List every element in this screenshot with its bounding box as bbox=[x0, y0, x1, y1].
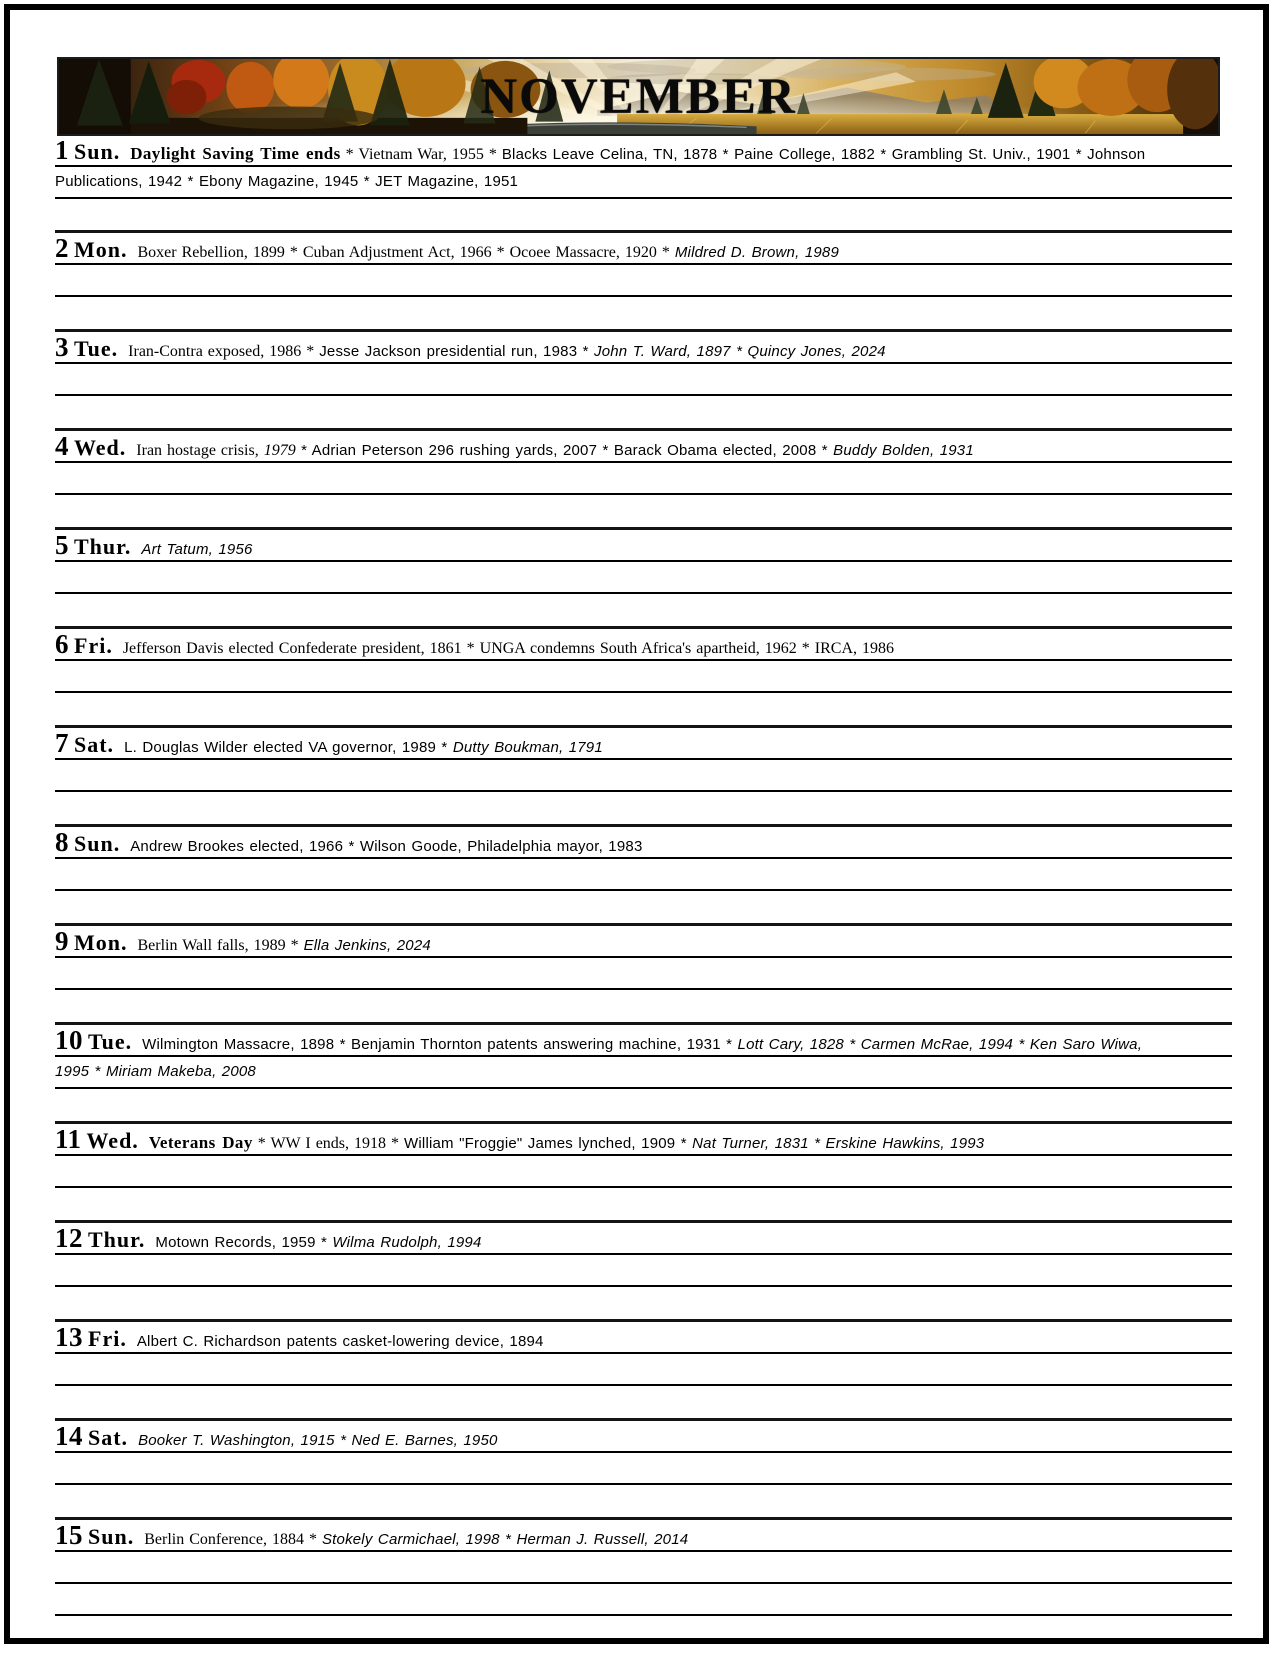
day-heading-row bbox=[55, 1520, 1232, 1552]
ruled-line bbox=[55, 265, 1232, 297]
day-name: Tue. bbox=[74, 336, 119, 361]
event-segment: John T. Ward, 1897 * Quincy Jones, 2024 bbox=[594, 343, 886, 360]
events-text-continued bbox=[55, 1057, 1232, 1089]
event-segment: Daylight Saving Time ends bbox=[130, 144, 341, 163]
event-segment: Booker T. Washington, 1915 * Ned E. Barnes, 1950 bbox=[138, 1432, 498, 1449]
events-text bbox=[149, 1135, 985, 1152]
event-segment: Art Tatum, 1956 bbox=[141, 541, 253, 558]
ruled-line bbox=[55, 562, 1232, 594]
event-segment: Dutty Boukman, 1791 bbox=[452, 739, 603, 756]
day-heading-row bbox=[55, 530, 1232, 562]
event-segment: Publications, 1942 * Ebony Magazine, 1945 * JET Magazine, 1951 bbox=[55, 173, 519, 190]
day-entry bbox=[55, 626, 1232, 725]
day-heading-row bbox=[55, 728, 1232, 760]
ruled-line bbox=[55, 1354, 1232, 1386]
ruled-line bbox=[55, 1156, 1232, 1188]
day-heading-row bbox=[55, 1025, 1232, 1057]
day-entry bbox=[55, 428, 1232, 527]
day-heading-row bbox=[55, 233, 1232, 265]
day-entry bbox=[55, 923, 1232, 1022]
event-segment: L. Douglas Wilder elected VA governor, 1989 * bbox=[124, 739, 453, 756]
day-entry bbox=[55, 1319, 1232, 1418]
day-name: Mon. bbox=[74, 930, 128, 955]
day-name: Thur. bbox=[88, 1227, 146, 1252]
day-entry bbox=[55, 329, 1232, 428]
day-number: 10 bbox=[55, 1025, 83, 1055]
day-number: 15 bbox=[55, 1520, 83, 1550]
ruled-line bbox=[55, 1552, 1232, 1584]
event-segment: Iran-Contra exposed, 1986 * bbox=[128, 343, 320, 360]
event-segment: Jesse Jackson presidential run, 1983 * bbox=[319, 343, 595, 360]
events-text bbox=[136, 442, 974, 459]
day-heading-row bbox=[55, 629, 1232, 661]
events-text bbox=[144, 1531, 688, 1548]
day-entry bbox=[55, 527, 1232, 626]
day-number: 4 bbox=[55, 431, 69, 461]
day-number: 8 bbox=[55, 827, 69, 857]
events-text bbox=[138, 1432, 498, 1449]
ruled-line bbox=[55, 1255, 1232, 1287]
ruled-line bbox=[55, 364, 1232, 396]
day-name: Sun. bbox=[74, 139, 121, 164]
events-text bbox=[137, 1333, 544, 1350]
day-name: Wed. bbox=[86, 1128, 139, 1153]
day-name: Sun. bbox=[74, 831, 121, 856]
day-number: 11 bbox=[55, 1124, 82, 1154]
events-text bbox=[123, 640, 894, 657]
events-text bbox=[142, 1036, 1142, 1053]
day-heading-row bbox=[55, 827, 1232, 859]
event-segment: Berlin Conference, 1884 * bbox=[144, 1531, 322, 1548]
day-entry bbox=[55, 1418, 1232, 1517]
event-segment: Lott Cary, 1828 * Carmen McRae, 1994 * Ken Saro Wiwa, bbox=[737, 1036, 1143, 1053]
day-name: Sat. bbox=[88, 1425, 129, 1450]
day-name: Sun. bbox=[88, 1524, 135, 1549]
day-heading-row bbox=[55, 431, 1232, 463]
events-text bbox=[141, 541, 252, 558]
events-text bbox=[138, 937, 431, 954]
day-entry bbox=[55, 1121, 1232, 1220]
day-name: Fri. bbox=[88, 1326, 127, 1351]
banner bbox=[57, 57, 1220, 136]
day-number: 6 bbox=[55, 629, 69, 659]
day-entry bbox=[55, 1220, 1232, 1319]
events-text bbox=[128, 343, 886, 360]
day-name: Wed. bbox=[74, 435, 127, 460]
event-segment: * Vietnam War, 1955 * bbox=[340, 146, 502, 163]
event-segment: * Adrian Peterson 296 rushing yards, 2007 * Barack Obama elected, 2008 * bbox=[295, 442, 834, 459]
day-entry bbox=[55, 725, 1232, 824]
event-segment: Veterans Day bbox=[148, 1133, 253, 1152]
day-number: 7 bbox=[55, 728, 69, 758]
event-segment: Blacks Leave Celina, TN, 1878 * Paine College, 1882 * Grambling St. Univ., 1901 * Johnson bbox=[501, 146, 1146, 163]
day-heading-row bbox=[55, 1124, 1232, 1156]
event-segment: Wilma Rudolph, 1994 bbox=[332, 1234, 482, 1251]
day-heading-row bbox=[55, 332, 1232, 364]
day-heading-row bbox=[55, 135, 1232, 167]
event-segment: William "Froggie" James lynched, 1909 * bbox=[404, 1135, 693, 1152]
day-number: 5 bbox=[55, 530, 69, 560]
event-segment: Mildred D. Brown, 1989 bbox=[674, 244, 839, 261]
event-segment: Ella Jenkins, 2024 bbox=[303, 937, 431, 954]
calendar-entries bbox=[55, 135, 1232, 1616]
day-name: Mon. bbox=[74, 237, 128, 262]
event-segment: Buddy Bolden, 1931 bbox=[833, 442, 974, 459]
event-segment: Iran hostage crisis, bbox=[136, 442, 264, 459]
day-entry bbox=[55, 230, 1232, 329]
event-segment: Jefferson Davis elected Confederate president, 1861 * UNGA condemns South Africa's apartheid, 1962 * IRCA, 1986 bbox=[122, 640, 895, 657]
ruled-line bbox=[55, 859, 1232, 891]
ruled-line bbox=[55, 1584, 1232, 1616]
events-text bbox=[130, 838, 642, 855]
ruled-line bbox=[55, 958, 1232, 990]
day-name: Fri. bbox=[74, 633, 113, 658]
day-heading-row bbox=[55, 926, 1232, 958]
events-text bbox=[130, 146, 1145, 163]
event-segment: Berlin Wall falls, 1989 * bbox=[137, 937, 304, 954]
day-number: 12 bbox=[55, 1223, 83, 1253]
day-number: 1 bbox=[55, 135, 69, 165]
day-heading-row bbox=[55, 1322, 1232, 1354]
event-segment: * WW I ends, 1918 * bbox=[252, 1135, 405, 1152]
day-number: 14 bbox=[55, 1421, 83, 1451]
ruled-line bbox=[55, 760, 1232, 792]
day-name: Thur. bbox=[74, 534, 132, 559]
day-heading-row bbox=[55, 1223, 1232, 1255]
events-text bbox=[124, 739, 603, 756]
day-entry bbox=[55, 824, 1232, 923]
day-entry bbox=[55, 1517, 1232, 1616]
events-text bbox=[155, 1234, 481, 1251]
ruled-line bbox=[55, 463, 1232, 495]
day-entry bbox=[55, 1022, 1232, 1121]
month-title: NOVEMBER bbox=[480, 68, 797, 125]
event-segment: Nat Turner, 1831 * Erskine Hawkins, 1993 bbox=[692, 1135, 985, 1152]
day-number: 13 bbox=[55, 1322, 83, 1352]
event-segment: Boxer Rebellion, 1899 * Cuban Adjustment Act, 1966 * Ocoee Massacre, 1920 * bbox=[137, 244, 675, 261]
events-text bbox=[138, 244, 840, 261]
event-segment: Stokely Carmichael, 1998 * Herman J. Russell, 2014 bbox=[321, 1531, 689, 1548]
day-entry bbox=[55, 135, 1232, 230]
event-segment: Wilmington Massacre, 1898 * Benjamin Thornton patents answering machine, 1931 * bbox=[142, 1036, 738, 1053]
event-segment: 1995 * Miriam Makeba, 2008 bbox=[55, 1063, 256, 1080]
event-segment: Andrew Brookes elected, 1966 * Wilson Goode, Philadelphia mayor, 1983 bbox=[130, 838, 643, 855]
events-text-continued bbox=[55, 167, 1232, 199]
event-segment: 1979 bbox=[263, 442, 296, 459]
event-segment: Albert C. Richardson patents casket-lowering device, 1894 bbox=[136, 1333, 544, 1350]
day-heading-row bbox=[55, 1421, 1232, 1453]
ruled-line bbox=[55, 1453, 1232, 1485]
day-name: Sat. bbox=[74, 732, 115, 757]
event-segment: Motown Records, 1959 * bbox=[155, 1234, 333, 1251]
day-number: 3 bbox=[55, 332, 69, 362]
day-name: Tue. bbox=[88, 1029, 133, 1054]
day-number: 9 bbox=[55, 926, 69, 956]
day-number: 2 bbox=[55, 233, 69, 263]
ruled-line bbox=[55, 661, 1232, 693]
